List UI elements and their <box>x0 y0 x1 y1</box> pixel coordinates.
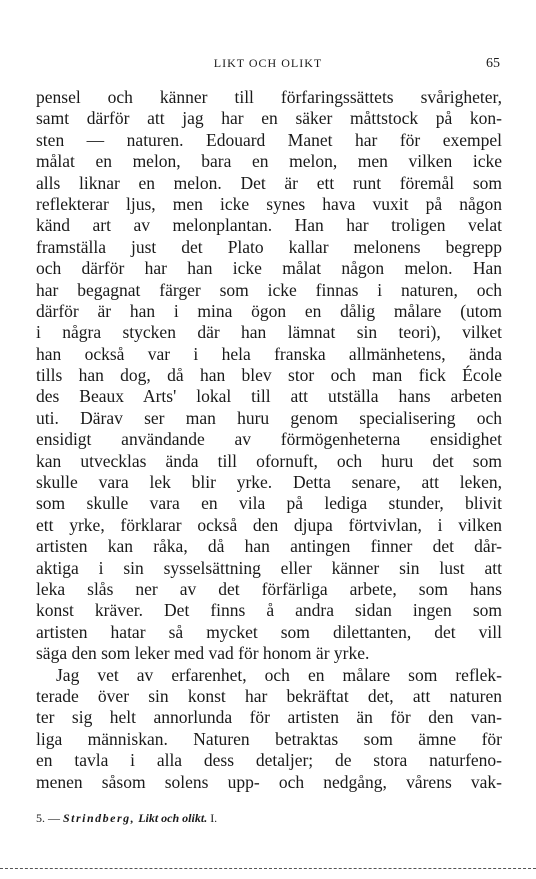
signature-author: Strindberg, <box>63 811 136 825</box>
text-line: säga den som leker med vad för honom är yrke. <box>36 643 370 664</box>
signature-number: 5. — <box>36 811 60 825</box>
text-line: har begagnat färger som icke finnas i naturen, och <box>36 279 502 300</box>
running-title: LIKT OCH OLIKT <box>213 56 323 70</box>
text-line: konst kräver. Det finns å andra sidan ingen som <box>36 600 502 621</box>
text-line: tills han dog, då han blev stor och man fick École <box>36 365 502 386</box>
text-line: terade över sin konst har bekräftat det, att naturen <box>36 685 502 706</box>
text-line: pensel och känner till förfaringssättets svårigheter, <box>36 87 502 107</box>
text-line: artisten kan råka, då han antingen finner det dår- <box>36 536 502 557</box>
text-line: samt därför att jag har en säker måttstock på kon- <box>36 108 502 129</box>
text-line: ensidigt användande av förmögenheterna ensidighet <box>36 429 502 450</box>
text-line: och därför har han icke målat någon melon. Han <box>36 258 502 279</box>
text-line: sten — naturen. Edouard Manet har för exempel <box>36 129 502 150</box>
text-line: aktiga i sin sysselsättning eller känner sin lust att <box>36 557 502 578</box>
signature-title: Likt och olikt. <box>138 811 208 825</box>
text-line: artisten hatar så mycket som dilettanten, det vill <box>36 621 502 642</box>
body-text <box>36 87 502 793</box>
page-number: 65 <box>486 56 500 71</box>
text-line: målat en melon, bara en melon, men vilken icke <box>36 151 502 172</box>
text-line: alls liknar en melon. Det är ett runt föremål som <box>36 172 502 193</box>
text-line: menen såsom solens upp- och nedgång, vårens vak- <box>36 771 502 792</box>
text-line: som skulle vara en vila på lediga stunder, blivit <box>36 493 502 514</box>
text-line: des Beaux Arts' lokal till att utställa hans arbeten <box>36 386 502 407</box>
text-line: han också var i hela franska allmänhetens, ända <box>36 343 502 364</box>
text-line: reflekterar ljus, men icke synes hava vuxit på någon <box>36 193 502 214</box>
text-line: uti. Därav ser man huru genom specialisering och <box>36 407 502 428</box>
text-line: Jag vet av erfarenhet, och en målare som reflek- <box>56 664 502 685</box>
text-line: kan utvecklas ända till ofornuft, och huru det som <box>36 450 502 471</box>
text-line: leka slås ner av det förfärliga arbete, som hans <box>36 578 502 599</box>
text-line: ett yrke, förklarar också den djupa förtvivlan, i vilken <box>36 514 502 535</box>
text-line: liga människan. Naturen betraktas som ämne för <box>36 728 502 749</box>
text-line: i några stycken där han lämnat sin teori), vilket <box>36 322 502 343</box>
text-line: framställa just det Plato kallar melonens begrepp <box>36 236 502 257</box>
signature-volume: I. <box>210 811 218 825</box>
text-line: skulle vara lek blir yrke. Detta senare, att leken, <box>36 472 502 493</box>
text-line: en tavla i alla dess detaljer; de stora naturfeno- <box>36 750 502 771</box>
text-line: därför är han i mina ögon en dålig målare (utom <box>36 300 502 321</box>
text-line: ter sig helt annorlunda för artisten än för den van- <box>36 707 502 728</box>
running-head <box>0 56 536 74</box>
text-line: känd art av melonplantan. Han har troligen velat <box>36 215 502 236</box>
page-edge-rule <box>0 868 536 869</box>
printer-signature <box>36 811 217 826</box>
